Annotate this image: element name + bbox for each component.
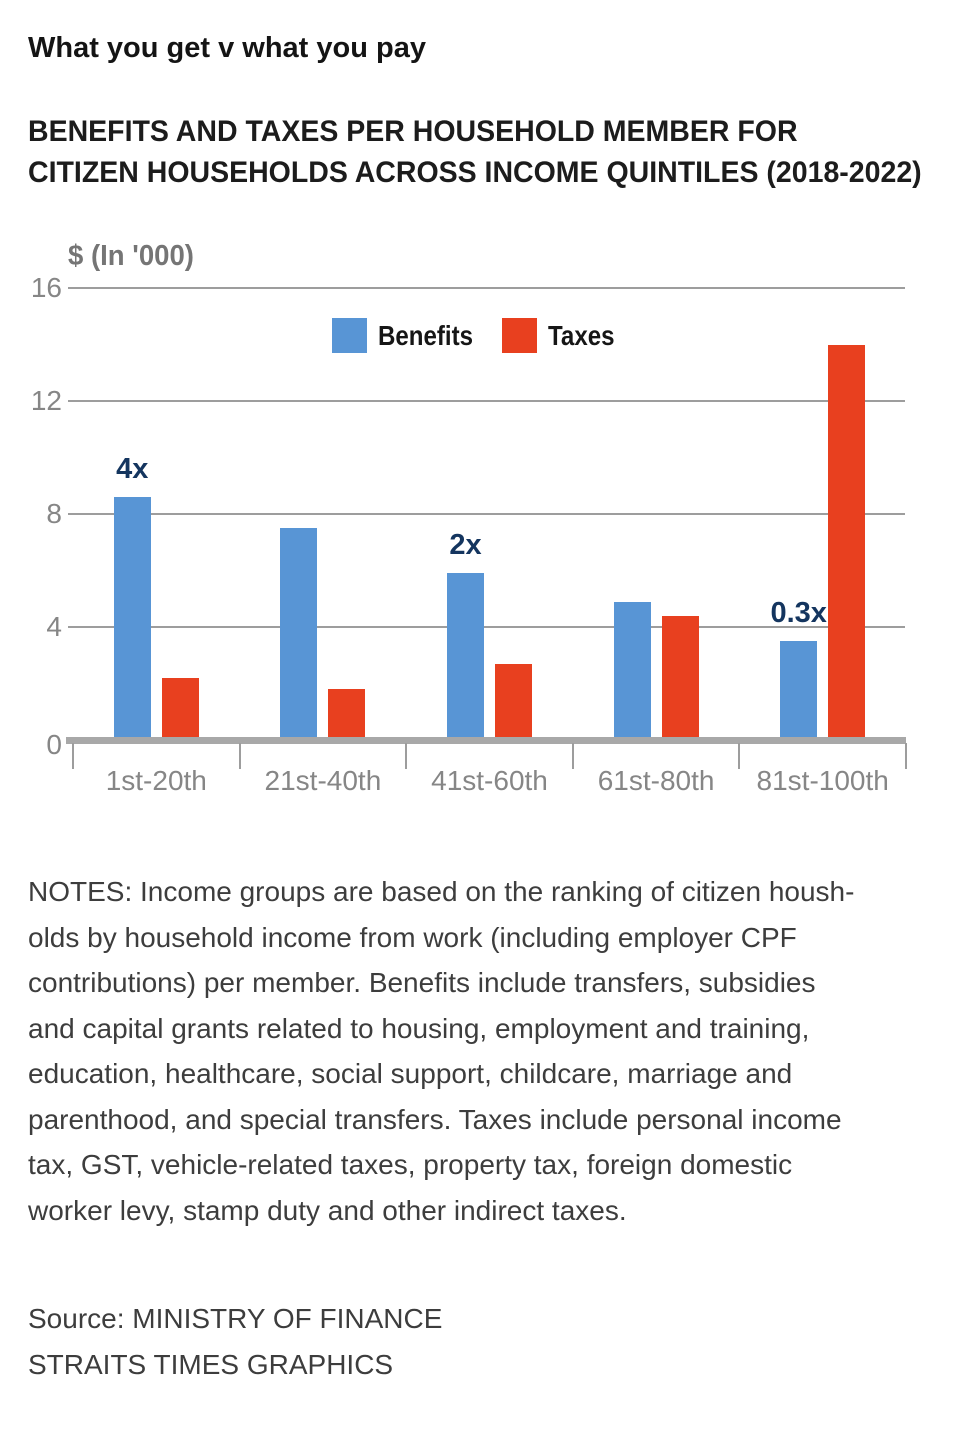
taxes-legend-label: Taxes: [548, 319, 615, 351]
benefits-bar: [280, 528, 317, 737]
y-axis-tick-label: 16: [30, 272, 62, 303]
chart-headline-line1: BENEFITS AND TAXES PER HOUSEHOLD MEMBER FOR: [28, 115, 798, 148]
notes-text: [28, 869, 854, 1233]
legend-item-taxes: [502, 318, 625, 353]
chart-headline: [28, 111, 922, 193]
y-axis-tick-label: 8: [46, 498, 62, 529]
x-axis-tick: [239, 743, 241, 769]
x-axis-category-label: 81st-100th: [756, 765, 889, 796]
x-axis-category-label: 41st-60th: [431, 765, 548, 796]
notes-line: and capital grants related to housing, employment and training,: [28, 1012, 810, 1044]
source-line-ministry: Source: MINISTRY OF FINANCE: [28, 1303, 443, 1334]
benefits-color-swatch: [332, 318, 367, 353]
kicker-title: What you get v what you pay: [28, 32, 426, 64]
taxes-color-swatch: [502, 318, 537, 353]
source-text: [28, 1296, 442, 1388]
x-axis-tick: [572, 743, 574, 769]
ratio-annotation: 2x: [449, 529, 482, 562]
taxes-bar: [495, 664, 532, 737]
legend-item-benefits: [332, 318, 488, 353]
chart-headline-line2: CITIZEN HOUSEHOLDS ACROSS INCOME QUINTILES (2018-2022): [28, 156, 922, 189]
benefits-bar: [614, 602, 651, 737]
benefits-bar: [447, 573, 484, 737]
y-axis-tick-label: 0: [46, 729, 62, 760]
gridline-8: [68, 513, 905, 515]
gridline-12: [68, 400, 905, 402]
x-axis-tick: [405, 743, 407, 769]
y-axis-tick-label: 12: [30, 385, 62, 416]
source-line-graphics: STRAITS TIMES GRAPHICS: [28, 1349, 394, 1380]
y-axis-tick-label: 4: [46, 611, 62, 642]
notes-line: olds by household income from work (including employer CPF: [28, 921, 797, 953]
x-axis-tick: [72, 743, 74, 769]
notes-line: tax, GST, vehicle-related taxes, property tax, foreign domestic: [28, 1149, 793, 1180]
x-axis-tick: [738, 743, 740, 769]
ratio-annotation: 4x: [116, 453, 149, 486]
taxes-bar: [162, 678, 199, 737]
x-axis-category-label: 61st-80th: [597, 765, 715, 796]
gridline-16: [68, 287, 905, 289]
chart-legend: [332, 318, 640, 353]
ratio-annotation: 0.3x: [770, 597, 827, 630]
notes-line: education, healthcare, social support, childcare, marriage and: [28, 1058, 793, 1089]
x-axis-category-label: 1st-20th: [105, 765, 207, 796]
notes-line: parenthood, and special transfers. Taxes include personal income: [28, 1103, 842, 1135]
notes-line: NOTES: Income groups are based on the ranking of citizen housh-: [28, 876, 855, 907]
x-axis-category-label: 21st-40th: [264, 765, 382, 796]
y-axis-unit-label: $ (In '000): [68, 240, 194, 272]
taxes-bar: [662, 616, 699, 737]
benefits-legend-label: Benefits: [378, 319, 474, 351]
taxes-bar: [328, 689, 365, 737]
notes-line: contributions) per member. Benefits include transfers, subsidies: [28, 967, 816, 998]
benefits-bar: [780, 641, 817, 737]
x-axis-tick: [905, 743, 907, 769]
x-axis-baseline: [66, 737, 906, 744]
taxes-bar: [828, 345, 865, 738]
benefits-bar: [114, 497, 151, 737]
notes-line: worker levy, stamp duty and other indirect taxes.: [28, 1194, 627, 1226]
